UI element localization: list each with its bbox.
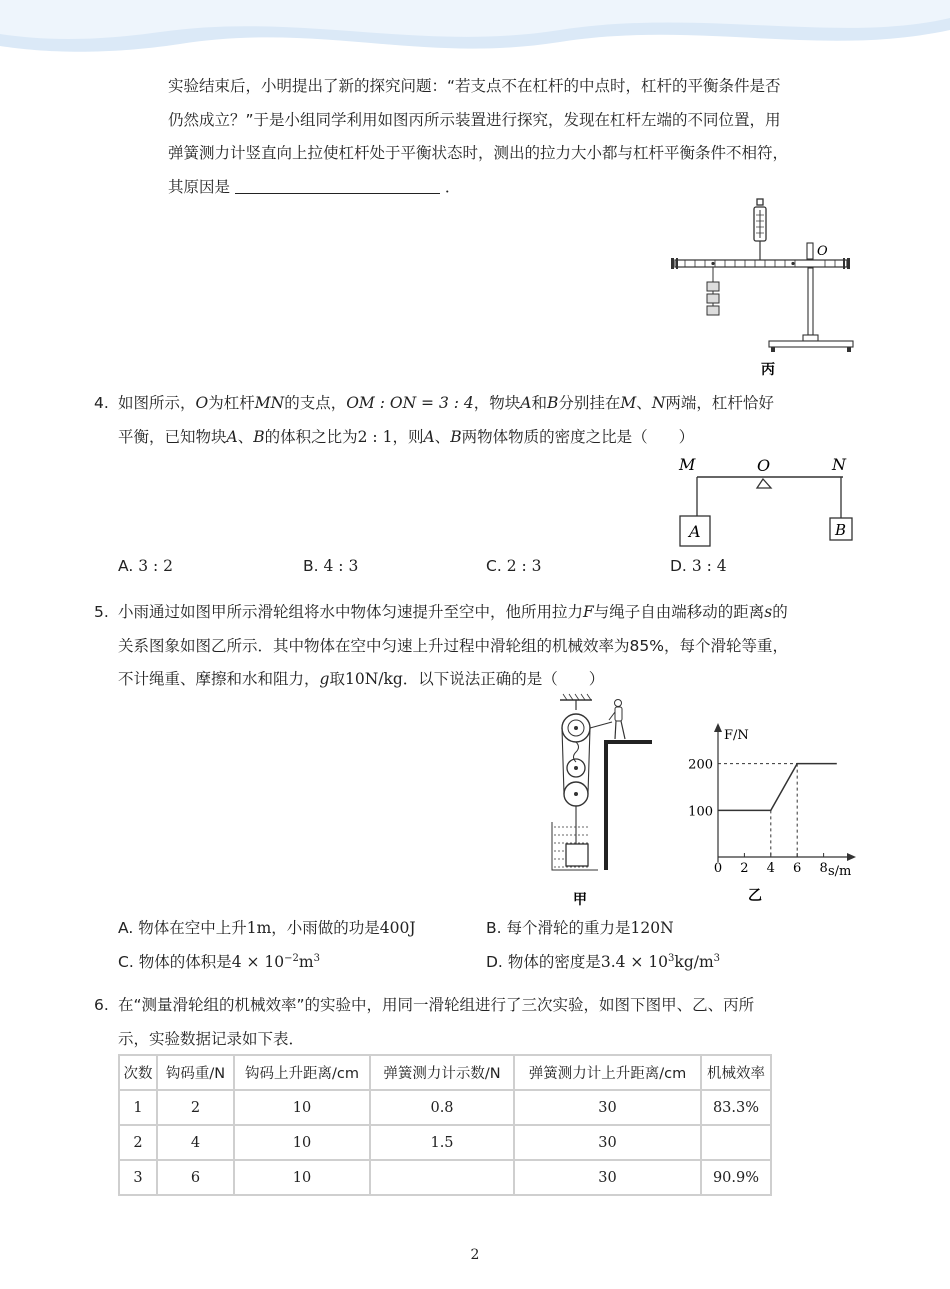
q3-line-4: 其原因是 ． bbox=[168, 177, 461, 196]
table-row bbox=[119, 1090, 771, 1125]
q4-option-a[interactable]: A. 3 : 2 bbox=[118, 557, 174, 575]
q4-paragraph bbox=[118, 387, 774, 454]
q5-line-1: 小雨通过如图甲所示滑轮组将水中物体匀速提升至空中，他所用拉力F与绳子自由端移动的距离s的 bbox=[118, 603, 788, 621]
table-cell: 2 bbox=[157, 1090, 234, 1125]
q6-number: 6. bbox=[94, 996, 109, 1014]
x-axis-label: s/m bbox=[828, 864, 852, 879]
table-cell: 83.3% bbox=[701, 1090, 771, 1125]
label-m: M bbox=[679, 455, 696, 474]
table-cell: 3 bbox=[119, 1160, 157, 1195]
q3-line-2: 仍然成立？”于是小组同学利用如图丙所示装置进行探究，发现在杠杆左端的不同位置，用 bbox=[168, 110, 781, 129]
label-o: O bbox=[757, 456, 771, 475]
table-cell: 10 bbox=[234, 1160, 370, 1195]
q4-option-b[interactable]: B. 4 : 3 bbox=[303, 557, 359, 575]
block-a-label: A bbox=[689, 522, 701, 541]
col-header: 机械效率 bbox=[701, 1055, 771, 1090]
fulcrum bbox=[757, 479, 771, 488]
header-band bbox=[0, 0, 950, 70]
table-cell: 30 bbox=[514, 1160, 701, 1195]
q4-line-1: 如图所示，O为杠杆MN的支点，OM : ON = 3 : 4，物块A和B分别挂在M、N两端，杠杆恰好 bbox=[118, 394, 774, 412]
figure-q4-lever bbox=[675, 450, 860, 555]
table-cell: 30 bbox=[514, 1125, 701, 1160]
table-header-row bbox=[119, 1055, 771, 1090]
x-tick-label: 2 bbox=[740, 861, 749, 876]
label-n: N bbox=[832, 455, 846, 474]
q3-line-1: 实验结束后，小明提出了新的探究问题：“若支点不在杠杆的中点时，杠杆的平衡条件是否 bbox=[168, 77, 781, 95]
x-tick-label: 6 bbox=[793, 861, 802, 876]
table-cell[interactable] bbox=[701, 1125, 771, 1160]
figure-bing-lever-apparatus bbox=[665, 195, 860, 385]
table-cell[interactable] bbox=[370, 1160, 514, 1195]
y-tick-label: 100 bbox=[688, 804, 713, 820]
series-line bbox=[718, 764, 837, 811]
y-axis-label: F/N bbox=[724, 728, 749, 743]
table-row bbox=[119, 1160, 771, 1195]
block-b-label: B bbox=[835, 521, 847, 539]
table-cell: 4 bbox=[157, 1125, 234, 1160]
col-header: 弹簧测力计示数/N bbox=[370, 1055, 514, 1090]
table-cell: 10 bbox=[234, 1090, 370, 1125]
table-cell: 0.8 bbox=[370, 1090, 514, 1125]
q5-option-a[interactable]: A. 物体在空中上升1m，小雨做的功是400J bbox=[118, 919, 416, 937]
y-tick-label: 200 bbox=[688, 757, 713, 773]
lifted-object bbox=[566, 844, 588, 866]
table-row bbox=[119, 1125, 771, 1160]
x-tick-label: 4 bbox=[766, 861, 775, 876]
lever-stand bbox=[769, 243, 853, 352]
figure-caption-yi: 乙 bbox=[748, 888, 762, 904]
figure-jia-pulley-system bbox=[540, 692, 660, 912]
q4-number: 4. bbox=[94, 394, 109, 412]
table-cell: 90.9% bbox=[701, 1160, 771, 1195]
spring-scale bbox=[754, 199, 766, 261]
q5-option-b[interactable]: B. 每个滑轮的重力是120N bbox=[486, 919, 674, 937]
page-number: 2 bbox=[470, 1247, 480, 1263]
q3-paragraph bbox=[168, 70, 788, 204]
figure-caption-bing: 丙 bbox=[761, 362, 775, 378]
table-cell: 6 bbox=[157, 1160, 234, 1195]
hanging-weights bbox=[707, 267, 719, 315]
table-cell: 10 bbox=[234, 1125, 370, 1160]
q6-paragraph bbox=[118, 989, 754, 1056]
person-icon bbox=[609, 700, 625, 740]
col-header: 钩码重/N bbox=[157, 1055, 234, 1090]
col-header: 钩码上升距离/cm bbox=[234, 1055, 370, 1090]
q4-option-d[interactable]: D. 3 : 4 bbox=[670, 557, 727, 575]
x-tick-label: 0 bbox=[713, 861, 723, 876]
q5-line-2: 关系图象如图乙所示．其中物体在空中匀速上升过程中滑轮组的机械效率为85%，每个滑轮等重， bbox=[118, 636, 788, 655]
q5-paragraph bbox=[118, 596, 788, 697]
pivot-label-o: O bbox=[817, 244, 828, 259]
q6-line-1: 在“测量滑轮组的机械效率”的实验中，用同一滑轮组进行了三次实验，如图下图甲、乙、丙所 bbox=[118, 996, 755, 1014]
table-cell: 1.5 bbox=[370, 1125, 514, 1160]
table-cell: 1 bbox=[119, 1090, 157, 1125]
x-tick-label: 8 bbox=[819, 861, 828, 876]
experiment-data-table bbox=[118, 1054, 772, 1196]
q5-option-c[interactable]: C. 物体的体积是$4 \times 10^{-2}m^3$ bbox=[118, 952, 320, 971]
q4-option-c[interactable]: C. 2 : 3 bbox=[486, 557, 542, 575]
q3-line-3: 弹簧测力计竖直向上拉使杠杆处于平衡状态时，测出的拉力大小都与杠杆平衡条件不相符， bbox=[168, 144, 789, 162]
q6-line-2: 示，实验数据记录如下表． bbox=[118, 1029, 305, 1048]
col-header: 弹簧测力计上升距离/cm bbox=[514, 1055, 701, 1090]
col-header: 次数 bbox=[119, 1055, 157, 1090]
lever-bar bbox=[671, 258, 850, 269]
answer-blank[interactable] bbox=[235, 177, 440, 194]
figure-caption-jia: 甲 bbox=[573, 892, 587, 908]
q5-option-d[interactable]: D. 物体的密度是$3.4 \times 10^3kg/m^3$ bbox=[486, 952, 721, 971]
q4-line-2: 平衡，已知物块A、B的体积之比为2 : 1，则A、B两物体物质的密度之比是（ ） bbox=[118, 427, 695, 446]
figure-yi-force-distance-chart bbox=[680, 717, 860, 912]
table-cell: 30 bbox=[514, 1090, 701, 1125]
q5-number: 5. bbox=[94, 603, 109, 621]
q5-line-3: 不计绳重、摩擦和水和阻力，g取10N/kg．以下说法正确的是（ ） bbox=[118, 670, 605, 688]
table-cell: 2 bbox=[119, 1125, 157, 1160]
